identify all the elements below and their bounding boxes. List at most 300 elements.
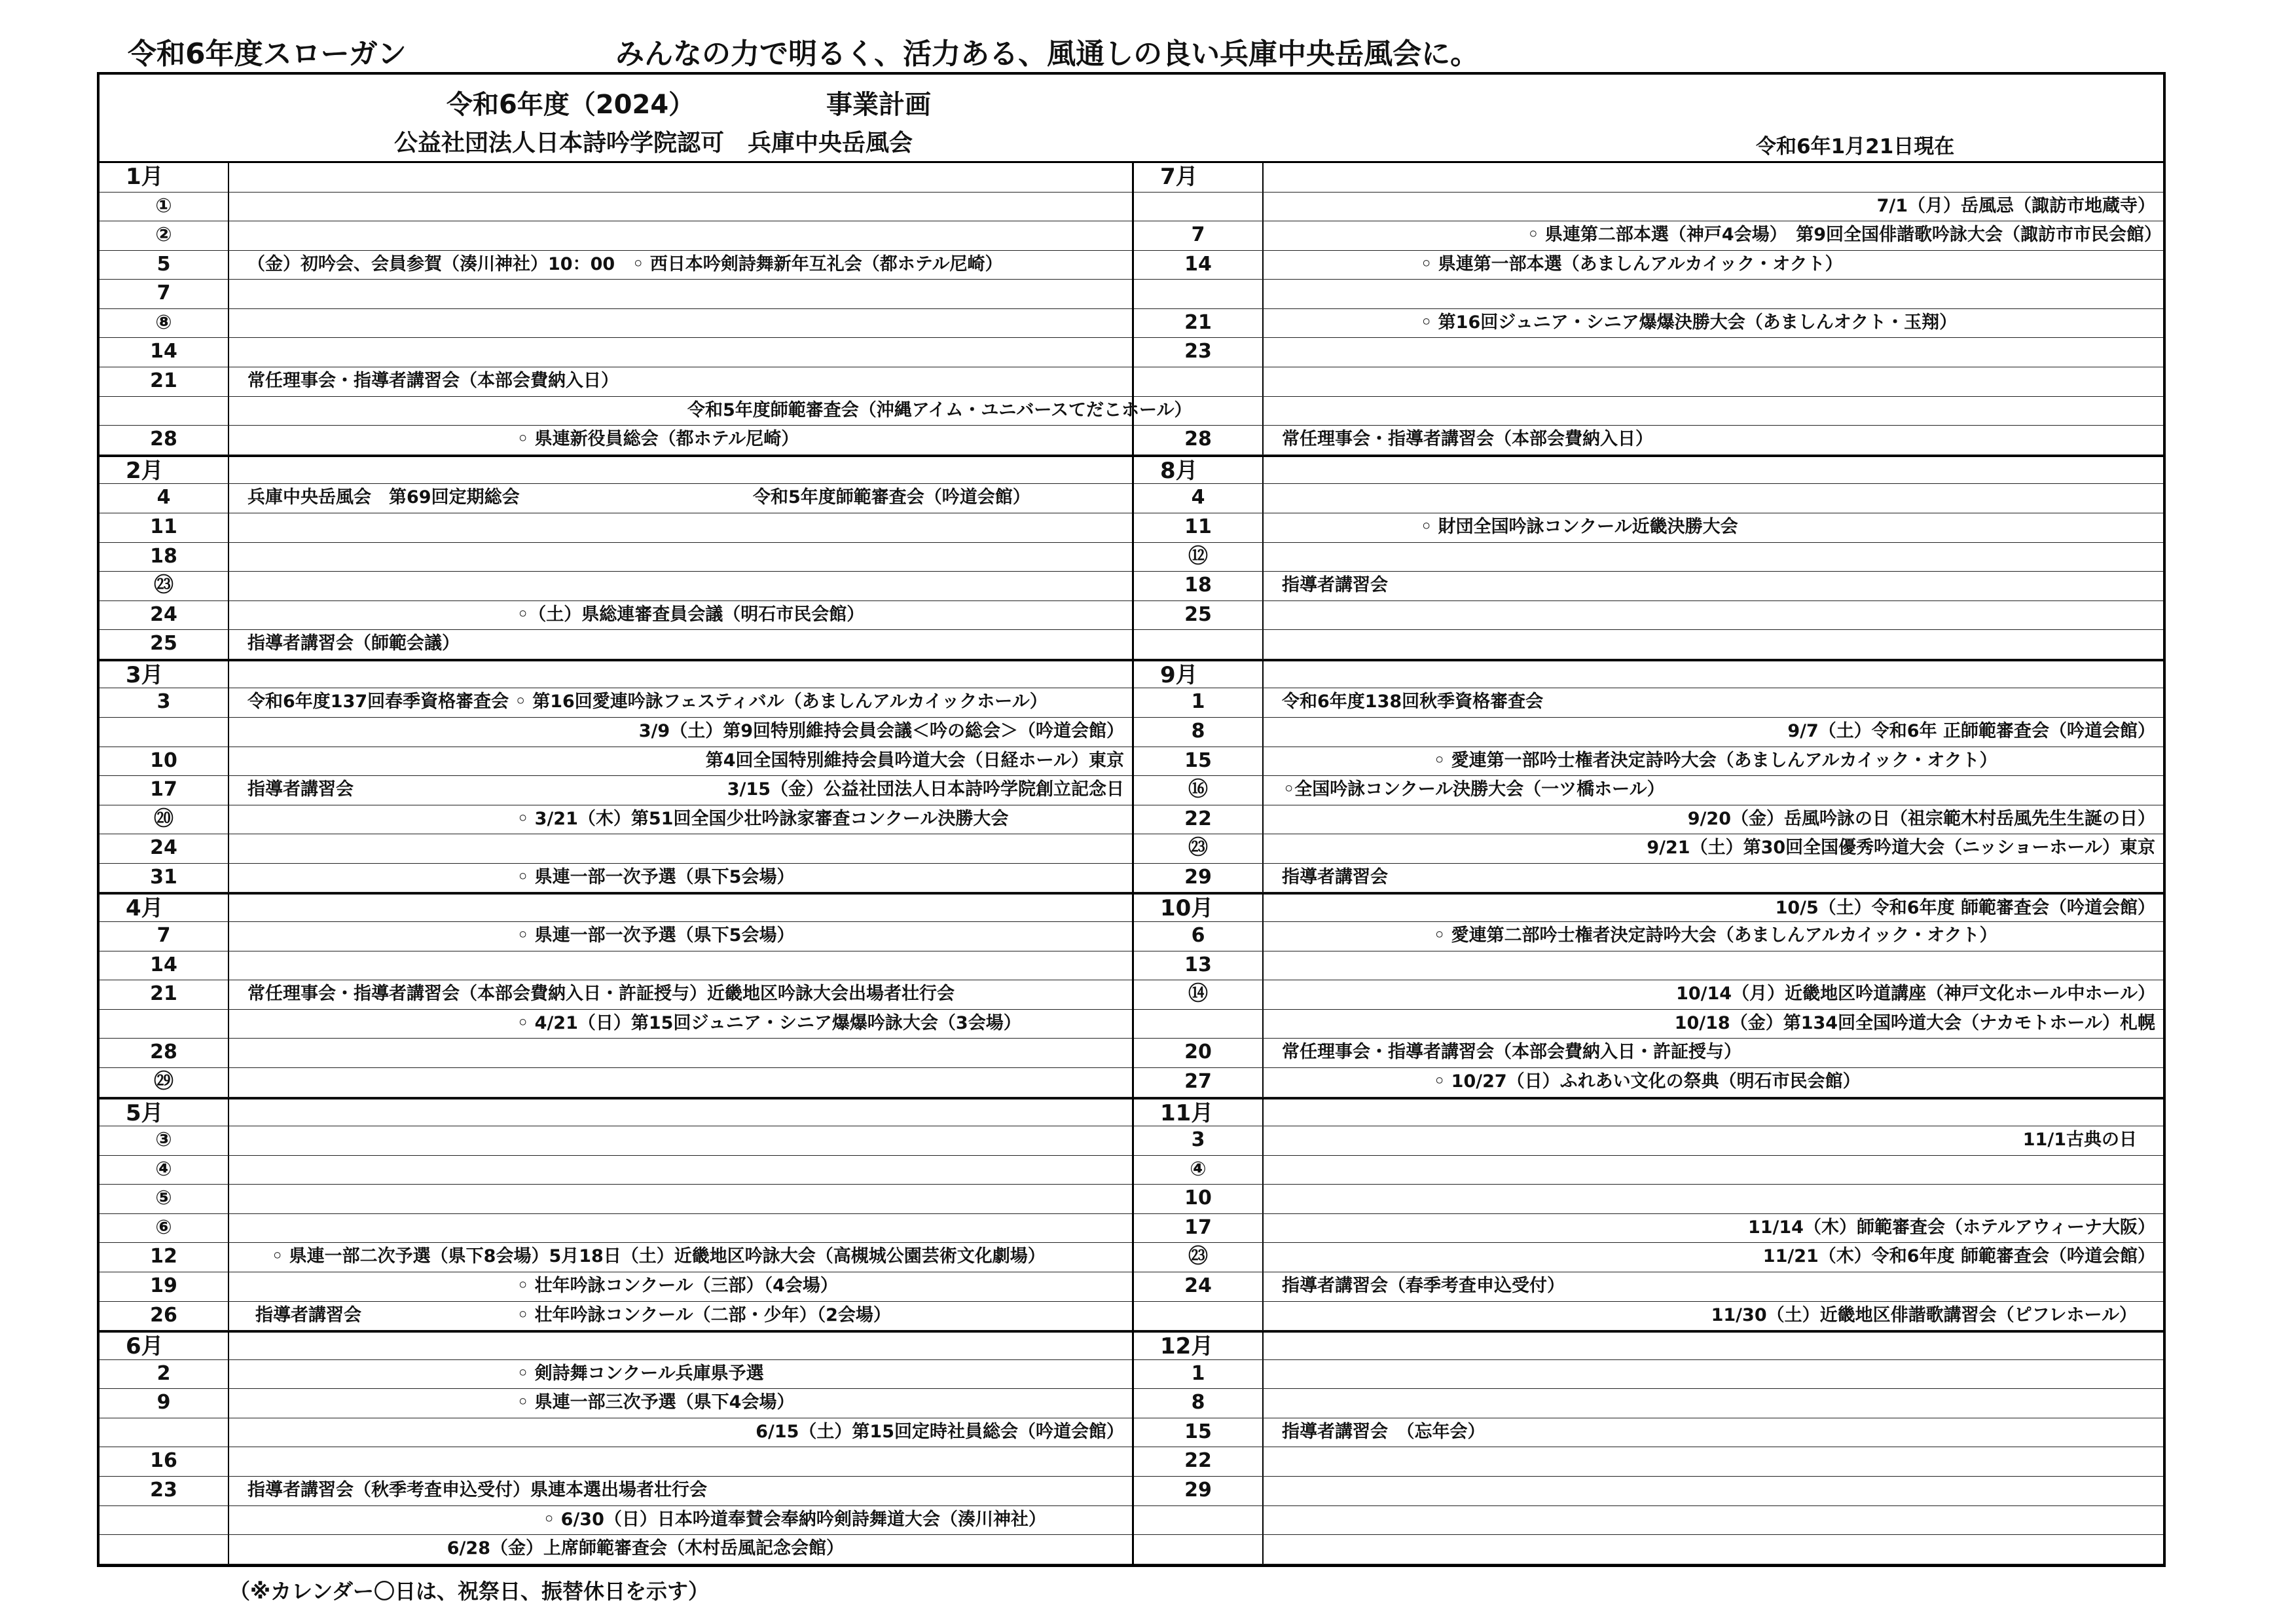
day-cell: ④ [1134, 1156, 1264, 1185]
month-row [100, 163, 1132, 193]
day-cell: 27 [1134, 1068, 1264, 1097]
event-text: 指導者講習会 [1282, 866, 1388, 887]
day-cell: 25 [1134, 601, 1264, 630]
day-cell: 6 [1134, 922, 1264, 951]
event-text: 9/7（土）令和6年 正師範審査会（吟道会館） [1787, 720, 2155, 741]
month-row [1134, 1098, 2163, 1127]
event-cell [229, 1447, 1132, 1476]
table-row [1134, 980, 2163, 1010]
event-cell [1264, 805, 2163, 834]
event-cell [229, 601, 1132, 630]
event-cell [229, 280, 1132, 308]
event-cell [229, 484, 1132, 513]
event-cell [229, 1418, 1132, 1447]
event-cell [229, 221, 1132, 250]
event-cell [229, 1360, 1132, 1389]
event-text: ◦ 壮年吟詠コンクール（三部）（4会場） [517, 1275, 838, 1296]
event-text: 指導者講習会 （忘年会） [1282, 1421, 1485, 1442]
day-cell: 14 [1134, 251, 1264, 280]
event-cell [229, 193, 1132, 221]
month-row [100, 1331, 1132, 1360]
event-cell [1264, 572, 2163, 600]
event-text: ◦ 県連一部一次予選（県下5会場） [517, 925, 795, 946]
table-row [100, 1039, 1132, 1068]
event-cell [229, 1099, 1132, 1126]
event-cell [229, 338, 1132, 367]
event-text: ◦ 県連新役員総会（都ホテル尼崎） [517, 429, 799, 450]
slogan-text: みんなの力で明るく、活力ある、風通しの良い兵庫中央岳風会に。 [615, 37, 1480, 71]
day-cell [1134, 1535, 1264, 1564]
day-cell: 5 [100, 251, 229, 280]
day-cell: 26 [100, 1302, 229, 1331]
event-text: ◦ 第16回ジュニア・シニア爆爆決勝大会（あましんオクト・玉翔） [1421, 312, 1958, 333]
event-cell [229, 251, 1132, 280]
day-cell: ⑯ [1134, 776, 1264, 805]
day-cell: 9 [100, 1389, 229, 1418]
table-row [1134, 1447, 2163, 1477]
plan-title-suffix: 事業計画 [826, 90, 931, 120]
slogan [128, 26, 2157, 72]
day-cell: 2 [100, 1360, 229, 1389]
day-cell [100, 397, 229, 426]
event-cell [1264, 1302, 2163, 1331]
day-cell: ② [100, 221, 229, 250]
event-cell [1264, 1447, 2163, 1476]
event-text: 10/5（土）令和6年度 師範審査会（吟道会館） [1775, 898, 2155, 919]
table-row [100, 221, 1132, 251]
event-text: 指導者講習会 [255, 1304, 361, 1325]
event-cell [1264, 1477, 2163, 1505]
table-row [100, 630, 1132, 659]
day-cell [1134, 1506, 1264, 1535]
day-cell: 8 [1134, 718, 1264, 747]
event-text: 令和6年度138回秋季資格審査会 [1282, 692, 1544, 712]
day-cell: 23 [100, 1477, 229, 1505]
day-cell: 21 [1134, 309, 1264, 338]
event-cell [229, 543, 1132, 572]
table-row [100, 1477, 1132, 1506]
day-cell: 14 [100, 951, 229, 980]
month-label: 11月 [1134, 1099, 1264, 1126]
event-cell [1264, 1185, 2163, 1213]
as-of-date: 令和6年1月21日現在 [1756, 135, 1955, 158]
table-row [100, 1418, 1132, 1448]
table-row [1134, 1185, 2163, 1214]
event-cell [1264, 484, 2163, 513]
table-row [100, 572, 1132, 601]
event-cell [229, 513, 1132, 542]
table-row [1134, 1068, 2163, 1098]
event-text: ◦ 県連一部三次予選（県下4会場） [517, 1392, 795, 1413]
event-cell [229, 1302, 1132, 1331]
right-column [1134, 163, 2163, 1564]
event-cell [229, 1389, 1132, 1418]
month-label: 9月 [1134, 661, 1264, 688]
month-row [100, 455, 1132, 485]
event-cell [1264, 1389, 2163, 1418]
day-cell: 4 [1134, 484, 1264, 513]
table-row [1134, 1126, 2163, 1156]
table-row [100, 1126, 1132, 1156]
table-row [1134, 251, 2163, 280]
event-cell [229, 718, 1132, 747]
day-cell: ⑤ [100, 1185, 229, 1213]
month-label: 7月 [1134, 163, 1264, 192]
table-row [100, 280, 1132, 309]
table-row [1134, 513, 2163, 543]
event-cell [1264, 1099, 2163, 1126]
day-cell: 28 [100, 426, 229, 454]
table-row [100, 1535, 1132, 1564]
day-cell: ⑭ [1134, 980, 1264, 1009]
event-cell [1264, 1506, 2163, 1535]
table-row [100, 601, 1132, 631]
event-cell [229, 1214, 1132, 1243]
event-cell [1264, 163, 2163, 192]
event-cell [229, 776, 1132, 805]
table-row [1134, 1418, 2163, 1448]
table-row [100, 1185, 1132, 1214]
event-cell [1264, 1360, 2163, 1389]
event-cell [229, 1272, 1132, 1301]
table-row [1134, 1506, 2163, 1536]
event-cell [1264, 1039, 2163, 1067]
day-cell: ① [100, 193, 229, 221]
month-label: 5月 [100, 1099, 229, 1126]
event-cell [229, 367, 1132, 396]
day-cell: ⑫ [1134, 543, 1264, 572]
table-row [1134, 1535, 2163, 1564]
table-row [100, 309, 1132, 339]
plan-header [100, 75, 2163, 163]
event-cell [1264, 1126, 2163, 1155]
event-text: 7/1（月）岳風忌（諏訪市地蔵寺） [1876, 195, 2155, 216]
table-row [100, 1506, 1132, 1536]
day-cell: ㉙ [100, 1068, 229, 1097]
table-row [1134, 688, 2163, 718]
day-cell: ⑧ [100, 309, 229, 338]
day-cell: 19 [100, 1272, 229, 1301]
event-text: 指導者講習会（春季考査申込受付） [1282, 1275, 1565, 1296]
day-cell: 18 [1134, 572, 1264, 600]
day-cell: 18 [100, 543, 229, 572]
table-row [100, 1389, 1132, 1418]
event-text: 令和5年度師範審査会（吟道会館） [753, 487, 1030, 508]
event-cell [229, 895, 1132, 921]
day-cell: 21 [100, 980, 229, 1009]
table-row [100, 1010, 1132, 1039]
day-cell: 1 [1134, 1360, 1264, 1389]
month-row [100, 659, 1132, 689]
table-row [1134, 747, 2163, 777]
table-row [1134, 367, 2163, 397]
event-text: 常任理事会・指導者講習会（本部会費納入日・許証授与） [1282, 1042, 1741, 1063]
plan-title: 令和6年度（2024） [446, 90, 695, 120]
day-cell: 10 [1134, 1185, 1264, 1213]
day-cell: ⑳ [100, 805, 229, 834]
event-cell [229, 951, 1132, 980]
day-cell: ㉓ [1134, 834, 1264, 863]
event-text: ◦ 財団全国吟詠コンクール近畿決勝大会 [1421, 516, 1738, 537]
event-cell [1264, 1418, 2163, 1447]
event-text: 常任理事会・指導者講習会（本部会費納入日） [1282, 429, 1653, 450]
table-row [100, 688, 1132, 718]
table-row [100, 864, 1132, 893]
event-cell [229, 426, 1132, 454]
event-cell [1264, 193, 2163, 221]
table-row [1134, 484, 2163, 513]
event-text: 6/28（金）上席師範審査会（木村岳風記念会館） [446, 1538, 844, 1559]
event-cell [1264, 397, 2163, 426]
event-text: 常任理事会・指導者講習会（本部会費納入日・許証授与）近畿地区吟詠大会出場者壮行会 [247, 984, 955, 1005]
table-row [100, 484, 1132, 513]
day-cell: 17 [100, 776, 229, 805]
table-row [1134, 193, 2163, 222]
day-cell: 10 [100, 747, 229, 776]
event-cell [1264, 1068, 2163, 1097]
event-cell [229, 163, 1132, 192]
organization-name: 公益社団法人日本詩吟学院認可 兵庫中央岳風会 [394, 130, 913, 157]
table-row [100, 951, 1132, 981]
slogan-label: 令和6年度スローガン [128, 37, 407, 71]
table-row [1134, 309, 2163, 339]
event-cell [1264, 513, 2163, 542]
day-cell: 28 [100, 1039, 229, 1067]
month-label: 2月 [100, 457, 229, 484]
table-row [1134, 776, 2163, 805]
day-cell [1134, 193, 1264, 221]
footnote: （※カレンダー〇日は、祝祭日、振替休日を示す） [229, 1579, 710, 1604]
table-row [100, 718, 1132, 747]
day-cell: ③ [100, 1126, 229, 1155]
event-cell [229, 661, 1132, 688]
event-cell [229, 747, 1132, 776]
event-text: 11/1古典の日 [2022, 1130, 2137, 1151]
event-cell [229, 864, 1132, 893]
event-text: 10/18（金）第134回全国吟道大会（ナカモトホール）札幌 [1674, 1012, 2155, 1033]
month-label: 8月 [1134, 457, 1264, 484]
event-cell [229, 1243, 1132, 1272]
table-row [1134, 1477, 2163, 1506]
table-row [1134, 1156, 2163, 1185]
event-text: 9/20（金）岳風吟詠の日（祖宗範木村岳風先生生誕の日） [1687, 808, 2155, 829]
month-row [1134, 893, 2163, 922]
event-cell [229, 805, 1132, 834]
event-cell [229, 1535, 1132, 1564]
table-row [100, 1302, 1132, 1331]
event-cell [1264, 338, 2163, 367]
month-label: 4月 [100, 895, 229, 921]
table-row [1134, 718, 2163, 747]
plan-table [97, 72, 2166, 1567]
table-row [100, 1360, 1132, 1390]
event-cell [1264, 895, 2163, 921]
month-row [1134, 163, 2163, 193]
event-cell [229, 688, 1132, 717]
event-text: ◦ 愛連第二部吟士権者決定詩吟大会（あましんアルカイック・オクト） [1434, 925, 1997, 946]
event-cell [1264, 1535, 2163, 1564]
event-text: 常任理事会・指導者講習会（本部会費納入日） [247, 371, 619, 392]
day-cell [100, 1535, 229, 1564]
day-cell: ㉓ [100, 572, 229, 600]
table-row [100, 193, 1132, 222]
month-row [1134, 455, 2163, 485]
table-row [100, 834, 1132, 864]
event-cell [1264, 1010, 2163, 1039]
table-row [1134, 397, 2163, 426]
event-text: 指導者講習会 [247, 779, 354, 800]
event-cell [229, 572, 1132, 600]
event-text: ◦ 10/27（日）ふれあい文化の祭典（明石市民会館） [1434, 1071, 1861, 1092]
day-cell: 14 [100, 338, 229, 367]
event-cell [1264, 688, 2163, 717]
table-row [1134, 1039, 2163, 1068]
table-row [1134, 280, 2163, 309]
event-cell [1264, 601, 2163, 630]
table-row [100, 338, 1132, 367]
day-cell: 22 [1134, 1447, 1264, 1476]
event-cell [229, 980, 1132, 1009]
month-label: 10月 [1134, 895, 1264, 921]
event-cell [1264, 1272, 2163, 1301]
month-label: 3月 [100, 661, 229, 688]
event-cell [229, 1185, 1132, 1213]
day-cell: 11 [1134, 513, 1264, 542]
day-cell [100, 1506, 229, 1535]
event-cell [1264, 426, 2163, 454]
day-cell: 24 [100, 834, 229, 863]
event-text: ◦ 壮年吟詠コンクール（二部・少年）（2会場） [517, 1304, 891, 1325]
table-row [1134, 922, 2163, 951]
event-text: 3/15（金）公益社団法人日本詩吟学院創立記念日 [727, 779, 1124, 800]
table-row [100, 367, 1132, 397]
event-cell [229, 457, 1132, 484]
day-cell: 7 [100, 922, 229, 951]
event-cell [1264, 1214, 2163, 1243]
day-cell [1134, 397, 1264, 426]
day-cell: ㉓ [1134, 1243, 1264, 1272]
event-text: 9/21（土）第30回全国優秀吟道大会（ニッショーホール）東京 [1647, 838, 2155, 858]
table-row [100, 543, 1132, 572]
table-row [1134, 221, 2163, 251]
table-row [100, 1068, 1132, 1098]
day-cell: 29 [1134, 1477, 1264, 1505]
event-text: ◦ 6/30（日）日本吟道奉賛会奉納吟剣詩舞道大会（湊川神社） [543, 1509, 1046, 1530]
table-row [100, 1214, 1132, 1244]
table-row [100, 1156, 1132, 1185]
table-row [100, 251, 1132, 280]
event-cell [229, 1068, 1132, 1097]
table-row [100, 805, 1132, 835]
event-text: 兵庫中央岳風会 第69回定期総会 [247, 487, 520, 508]
event-text: ◦ 剣詩舞コンクール兵庫県予選 [517, 1363, 764, 1384]
table-row [100, 980, 1132, 1010]
day-cell: 21 [100, 367, 229, 396]
table-row [1134, 1243, 2163, 1272]
day-cell [100, 718, 229, 747]
event-text: 指導者講習会（師範会議） [247, 633, 460, 654]
event-cell [229, 309, 1132, 338]
event-cell [1264, 309, 2163, 338]
day-cell [1134, 367, 1264, 396]
event-cell [229, 1477, 1132, 1505]
day-cell: 3 [1134, 1126, 1264, 1155]
day-cell: ④ [100, 1156, 229, 1185]
month-row [1134, 659, 2163, 689]
event-cell [229, 1333, 1132, 1359]
day-cell: 11 [100, 513, 229, 542]
event-text: ◦全国吟詠コンクール決勝大会（一ツ橋ホール） [1283, 779, 1665, 800]
event-cell [1264, 367, 2163, 396]
table-row [100, 1447, 1132, 1477]
day-cell: 23 [1134, 338, 1264, 367]
event-cell [1264, 630, 2163, 659]
event-cell [229, 834, 1132, 863]
event-cell [229, 922, 1132, 951]
month-row [100, 893, 1132, 922]
event-text: 6/15（土）第15回定時社員総会（吟道会館） [756, 1421, 1124, 1442]
table-row [1134, 805, 2163, 835]
event-text: ◦ 愛連第一部吟士権者決定詩吟大会（あましんアルカイック・オクト） [1434, 750, 1997, 771]
table-row [1134, 543, 2163, 572]
day-cell: 3 [100, 688, 229, 717]
table-row [1134, 630, 2163, 659]
day-cell: 29 [1134, 864, 1264, 893]
day-cell: 22 [1134, 805, 1264, 834]
event-text: ◦（土）県総連審査員会議（明石市民会館） [517, 604, 865, 625]
event-cell [1264, 280, 2163, 308]
table-row [100, 747, 1132, 777]
month-row [1134, 1331, 2163, 1360]
event-cell [1264, 864, 2163, 893]
event-cell [229, 397, 1192, 426]
table-row [1134, 601, 2163, 631]
table-row [1134, 426, 2163, 455]
day-cell [100, 1010, 229, 1039]
day-cell: 15 [1134, 1418, 1264, 1447]
day-cell: 24 [100, 601, 229, 630]
event-cell [1264, 1243, 2163, 1272]
month-label: 6月 [100, 1333, 229, 1359]
event-cell [1264, 1156, 2163, 1185]
day-cell [1134, 1302, 1264, 1331]
day-cell: 7 [100, 280, 229, 308]
table-row [100, 1272, 1132, 1302]
event-cell [1264, 661, 2163, 688]
table-row [1134, 864, 2163, 893]
event-cell [1264, 457, 2163, 484]
event-text: 11/30（土）近畿地区俳諧歌講習会（ピフレホール） [1711, 1304, 2137, 1325]
event-cell [1264, 251, 2163, 280]
event-text: ◦ 県連一部二次予選（県下8会場）5月18日（土）近畿地区吟詠大会（高槻城公園芸術文化劇場） [272, 1246, 1046, 1267]
day-cell: 28 [1134, 426, 1264, 454]
event-cell [1264, 980, 2163, 1009]
table-row [100, 1243, 1132, 1272]
event-cell [1264, 747, 2163, 776]
month-label: 12月 [1134, 1333, 1264, 1359]
day-cell [1134, 1010, 1264, 1039]
event-cell [229, 1156, 1132, 1185]
table-row [1134, 338, 2163, 367]
table-row [1134, 1389, 2163, 1418]
table-row [1134, 1214, 2163, 1244]
event-text: 指導者講習会 [1282, 575, 1388, 596]
event-cell [229, 1010, 1132, 1039]
event-cell [1264, 543, 2163, 572]
day-cell: 16 [100, 1447, 229, 1476]
event-cell [229, 1506, 1132, 1535]
table-row [1134, 1010, 2163, 1039]
